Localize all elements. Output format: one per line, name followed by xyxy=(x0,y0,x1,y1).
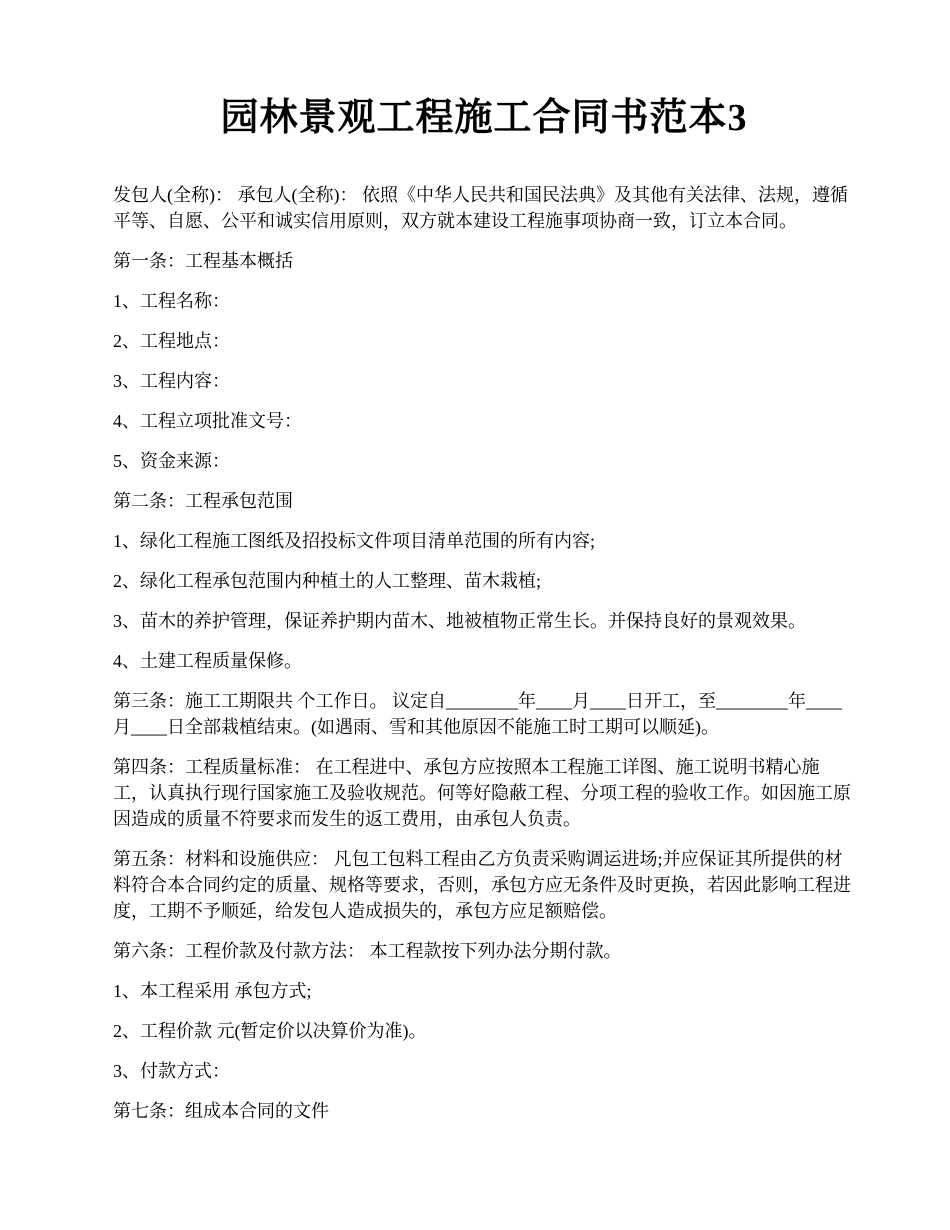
clause-2-item-3: 3、苗木的养护管理，保证养护期内苗木、地被植物正常生长。并保持良好的景观效果。 xyxy=(113,610,806,631)
clause-6-heading: 第六条：工程价款及付款方法： 本工程款按下列办法分期付款。 xyxy=(113,940,622,961)
clause-1-item-2: 2、工程地点： xyxy=(113,330,230,351)
clause-1-item-4: 4、工程立项批准文号： xyxy=(113,410,302,431)
clause-6-item-2: 2、工程价款 元(暂定价以决算价为准)。 xyxy=(113,1020,427,1041)
clause-2-item-2: 2、绿化工程承包范围内种植土的人工整理、苗木栽植; xyxy=(113,570,541,591)
clause-1-heading: 第一条：工程基本概括 xyxy=(113,250,293,271)
clause-1-item-3: 3、工程内容： xyxy=(113,370,230,391)
clause-1-item-5: 5、资金来源： xyxy=(113,450,230,471)
clause-2-heading: 第二条：工程承包范围 xyxy=(113,490,293,511)
clause-3-paragraph: 第三条：施工工期限共 个工作日。 议定自________年____月____日开工，至________年____月____日全部栽植结束。(如遇雨、雪和其他原因不能施工时工期可以顺延)。 xyxy=(113,690,842,737)
clause-1-item-1: 1、工程名称： xyxy=(113,290,230,311)
document-title: 园林景观工程施工合同书范本3 xyxy=(220,97,748,139)
clause-5-paragraph: 第五条：材料和设施供应： 凡包工包料工程由乙方负责采购调运进场;并应保证其所提供的材料符合本合同约定的质量、规格等要求，否则，承包方应无条件及时更换，若因此影响工程进度，工期不予顺延，给发包人造成损失的，承包方应足额赔偿。 xyxy=(113,848,851,921)
clause-2-item-4: 4、土建工程质量保修。 xyxy=(113,650,302,671)
clause-6-item-3: 3、付款方式： xyxy=(113,1060,230,1081)
document-body xyxy=(113,182,855,1124)
clause-6-item-1: 1、本工程采用 承包方式; xyxy=(113,980,312,1001)
clause-7-heading: 第七条：组成本合同的文件 xyxy=(113,1100,329,1121)
clause-4-paragraph: 第四条：工程质量标准： 在工程进中、承包方应按照本工程施工详图、施工说明书精心施工，认真执行现行国家施工及验收规范。何等好隐蔽工程、分项工程的验收工作。如因施工原因造成的质量不符要求而发生的返工费用，由承包人负责。 xyxy=(113,756,851,829)
contract-preamble: 发包人(全称)： 承包人(全称)： 依照《中华人民共和国民法典》及其他有关法律、法规，遵循平等、自愿、公平和诚实信用原则，双方就本建设工程施事项协商一致，订立本合同。 xyxy=(113,184,848,231)
clause-2-item-1: 1、绿化工程施工图纸及招投标文件项目清单范围的所有内容; xyxy=(113,530,595,551)
